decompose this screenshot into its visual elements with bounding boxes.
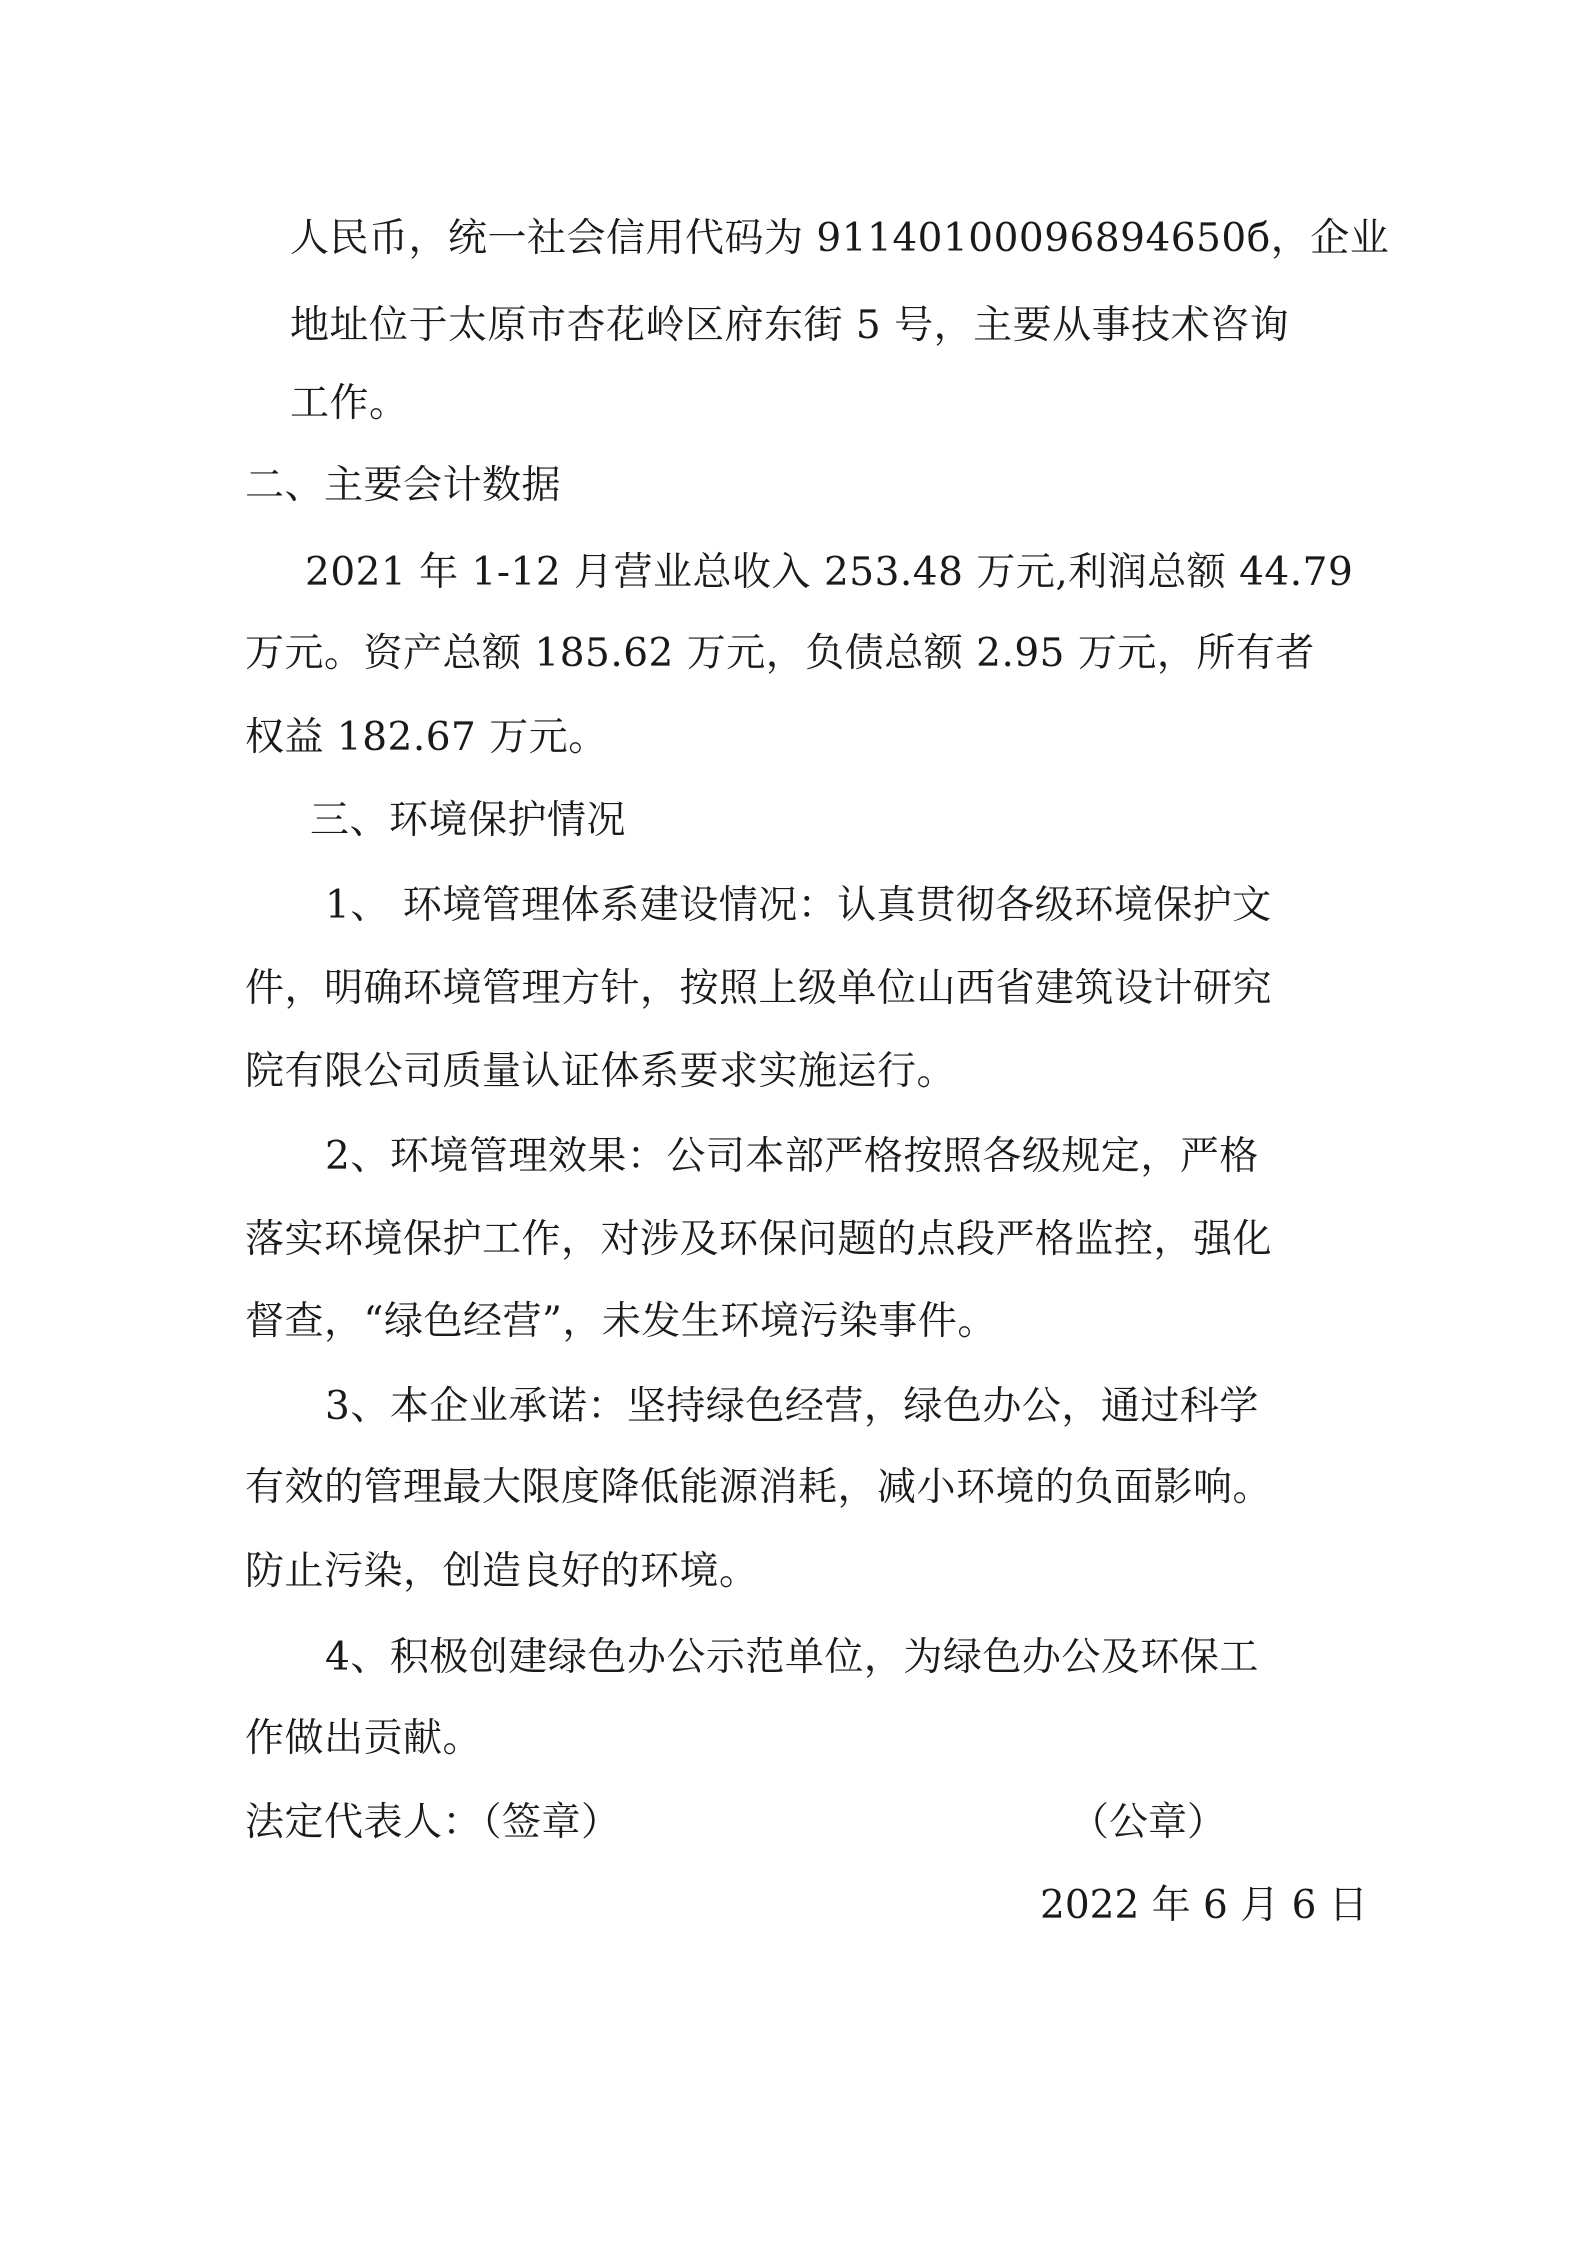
section-heading-2: 二、主要会计数据 (245, 463, 562, 508)
text-line-1: 人民币，统一社会信用代码为 91140100096894650б，企业 (290, 216, 1390, 261)
text-line-6: 万元。资产总额 185.62 万元，负债总额 2.95 万元，所有者 (245, 631, 1315, 676)
text-line-19: 作做出贡献。 (245, 1716, 483, 1761)
section-heading-3: 三、环境保护情况 (310, 798, 627, 843)
text-line-11: 院有限公司质量认证体系要求实施运行。 (245, 1049, 957, 1094)
text-line-13: 落实环境保护工作，对涉及环保问题的点段严格监控，强化 (245, 1217, 1273, 1262)
text-line-2: 地址位于太原市杏花岭区府东街 5 号，主要从事技术咨询 (290, 303, 1290, 348)
text-line-3: 工作。 (290, 381, 409, 426)
text-line-17: 防止污染，创造良好的环境。 (245, 1549, 759, 1594)
text-line-16: 有效的管理最大限度降低能源消耗，减小环境的负面影响。 (245, 1465, 1273, 1510)
text-line-7: 权益 182.67 万元。 (245, 715, 608, 760)
text-line-10: 件，明确环境管理方针，按照上级单位山西省建筑设计研究 (245, 966, 1273, 1011)
text-line-9: 1、 环境管理体系建设情况：认真贯彻各级环境保护文 (325, 883, 1272, 928)
signature-left: 法定代表人：（签章） (245, 1800, 621, 1845)
text-line-5: 2021 年 1-12 月营业总收入 253.48 万元,利润总额 44.79 (305, 550, 1354, 595)
company-seal-label: （公章） (1070, 1800, 1227, 1845)
text-line-18: 4、积极创建绿色办公示范单位，为绿色办公及环保工 (325, 1635, 1259, 1680)
text-line-15: 3、本企业承诺：坚持绿色经营，绿色办公，通过科学 (325, 1384, 1259, 1429)
text-line-12: 2、环境管理效果：公司本部严格按照各级规定，严格 (325, 1134, 1259, 1179)
document-date: 2022 年 6 月 6 日 (1040, 1883, 1368, 1928)
text-line-14: 督查，“绿色经营”，未发生环境污染事件。 (245, 1299, 997, 1344)
